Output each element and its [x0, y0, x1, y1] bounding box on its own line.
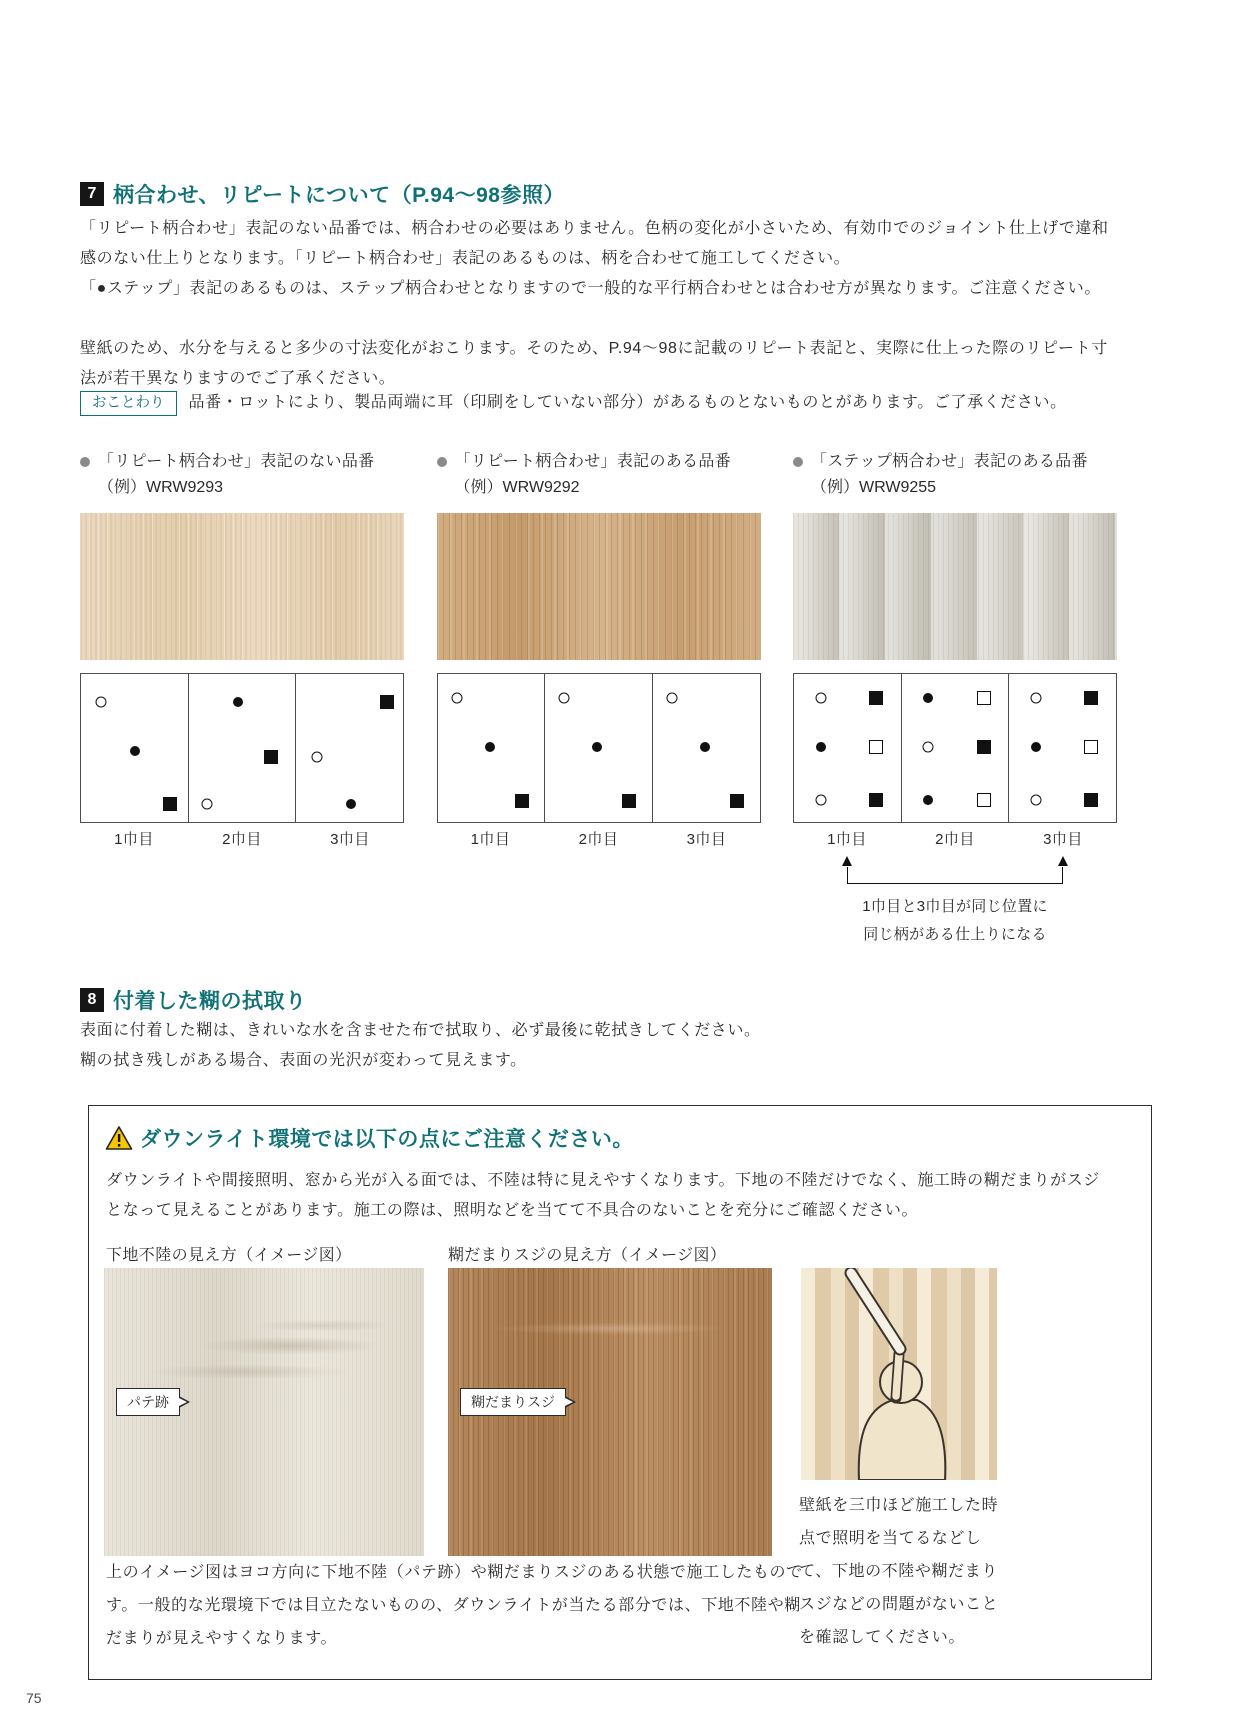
width-label: 1巾目 — [470, 831, 511, 848]
width-panel — [1009, 674, 1116, 822]
column-heading-row — [793, 448, 1117, 476]
image-substrate-unevenness — [104, 1268, 424, 1556]
caption-substrate: 下地不陸の見え方（イメージ図） — [106, 1247, 352, 1264]
width-label: 1巾目 — [827, 831, 867, 848]
open-circle-marker — [815, 692, 826, 703]
column-heading: 「リピート柄合わせ」表記のない品番 — [98, 453, 375, 470]
bullet-icon — [793, 457, 803, 467]
filled-circle-marker — [592, 742, 602, 752]
open-circle-marker — [1031, 794, 1042, 805]
step-note-line2: 同じ柄がある仕上りになる — [863, 926, 1047, 943]
width-panel — [438, 674, 546, 822]
filled-square-marker — [380, 695, 394, 709]
open-circle-marker — [96, 697, 107, 708]
filled-circle-marker — [233, 697, 243, 707]
up-arrow-icon — [842, 856, 852, 866]
width-panel — [902, 674, 1010, 822]
caption-glue-streak: 糊だまりスジの見え方（イメージ図） — [448, 1247, 727, 1264]
wallpaper-sample-WRW9255 — [793, 513, 1117, 660]
step-note — [793, 893, 1117, 949]
filled-square-marker — [977, 740, 991, 754]
notice-label: おことわり — [80, 391, 177, 416]
warning-title: ダウンライト環境では以下の点にご注意ください。 — [140, 1128, 634, 1151]
filled-square-marker — [869, 793, 883, 807]
filled-circle-marker — [1031, 742, 1041, 752]
callout-glue-streak: 糊だまりスジ — [460, 1388, 566, 1416]
warning-body: ダウンライトや間接照明、窓から光が入る面では、不陸は特に見えやすくなります。下地の不陸だけでなく、施工時の糊だまりがスジとなって見えることがあります。施工の際は、照明などを当てて不具合のないことを充分にご確認ください。 — [106, 1172, 1100, 1219]
filled-circle-marker — [923, 693, 933, 703]
width-label: 2巾目 — [222, 831, 262, 848]
width-diagram-no-repeat — [80, 673, 404, 823]
width-panel — [296, 674, 403, 822]
filled-circle-marker — [130, 746, 140, 756]
width-label: 1巾目 — [114, 831, 154, 848]
illustration-note: 壁紙を三巾ほど施工した時点で照明を当てるなどして、下地の不陸や糊だまりスジなどの問題がないことを確認してください。 — [799, 1497, 999, 1646]
open-square-marker — [869, 740, 883, 754]
open-circle-marker — [923, 741, 934, 752]
column-example-code: （例）WRW9255 — [811, 479, 937, 496]
width-panel — [794, 674, 902, 822]
open-circle-marker — [311, 751, 322, 762]
filled-square-marker — [264, 750, 278, 764]
column-step — [793, 448, 1117, 949]
image-glue-streak — [448, 1268, 772, 1556]
bracket-bar — [847, 883, 1063, 885]
section8-line2: 糊の拭き残しがある場合、表面の光沢が変わって見えます。 — [80, 1052, 527, 1069]
width-labels — [437, 828, 761, 849]
illustration-worker-with-light — [801, 1268, 997, 1480]
width-label: 2巾目 — [578, 831, 619, 848]
notice-text: 品番・ロットにより、製品両端に耳（印刷をしていない部分）があるものとないものとがあります。ご了承ください。 — [188, 394, 1067, 411]
width-panel — [653, 674, 760, 822]
warning-header — [105, 1123, 634, 1153]
open-circle-marker — [667, 692, 678, 703]
width-panel — [189, 674, 297, 822]
bullet-icon — [80, 457, 90, 467]
filled-square-marker — [730, 794, 744, 808]
width-diagram-step — [793, 673, 1117, 823]
section7-para3: 壁紙のため、水分を与えると多少の寸法変化がおこります。そのため、P.94〜98に記載のリピート表記と、実際に仕上った際のリピート寸法が若干異なりますのでご了承ください。 — [80, 340, 1108, 387]
wallpaper-sample-WRW9292 — [437, 513, 761, 660]
open-circle-marker — [559, 692, 570, 703]
column-no-repeat — [80, 448, 404, 949]
column-heading-row — [437, 448, 761, 476]
section7-para1: 「リピート柄合わせ」表記のない品番では、柄合わせの必要はありません。色柄の変化が小さいため、有効巾でのジョイント仕上げで違和感のない仕上りとなります。「リピート柄合わせ」表記のあるものは、柄を合わせて施工してください。 — [80, 220, 1109, 267]
width-label: 3巾目 — [1043, 831, 1083, 848]
worker-holding-lamp-icon — [801, 1268, 997, 1480]
filled-circle-marker — [700, 742, 710, 752]
filled-square-marker — [163, 797, 177, 811]
downlight-warning-box — [88, 1105, 1152, 1680]
open-square-marker — [1084, 740, 1098, 754]
filled-square-marker — [1084, 691, 1098, 705]
pattern-example-columns — [80, 448, 1117, 949]
bullet-icon — [437, 457, 447, 467]
filled-circle-marker — [816, 742, 826, 752]
section8-header — [80, 985, 307, 1015]
open-circle-marker — [201, 799, 212, 810]
filled-square-marker — [622, 794, 636, 808]
width-label: 3巾目 — [686, 831, 727, 848]
section7-title: 柄合わせ、リピートについて（P.94〜98参照） — [113, 184, 565, 207]
bracket-stem-left — [847, 867, 849, 884]
section8-number-badge: 8 — [80, 988, 104, 1012]
column-heading-row — [80, 448, 404, 476]
page-number: 75 — [26, 1690, 42, 1706]
section7-paragraph-block1 — [80, 214, 1115, 304]
section8-line1: 表面に付着した糊は、きれいな水を含ませた布で拭取り、必ず最後に乾拭きしてください。 — [80, 1022, 761, 1039]
section7-header — [80, 179, 565, 209]
column-repeat — [437, 448, 761, 949]
filled-square-marker — [869, 691, 883, 705]
open-square-marker — [977, 793, 991, 807]
column-heading: 「リピート柄合わせ」表記のある品番 — [454, 453, 731, 470]
width-label: 2巾目 — [935, 831, 975, 848]
filled-circle-marker — [346, 799, 356, 809]
section8-title: 付着した糊の拭取り — [113, 990, 307, 1013]
width-label: 3巾目 — [330, 831, 370, 848]
step-bracket — [847, 856, 1063, 884]
open-circle-marker — [815, 794, 826, 805]
step-note-line1: 1巾目と3巾目が同じ位置に — [862, 898, 1048, 915]
width-panel — [545, 674, 653, 822]
up-arrow-icon — [1058, 856, 1068, 866]
width-diagram-repeat — [437, 673, 761, 823]
callout-putty-mark: パテ跡 — [116, 1388, 180, 1416]
section8-body — [80, 1016, 1115, 1076]
open-circle-marker — [1031, 692, 1042, 703]
column-heading: 「ステップ柄合わせ」表記のある品番 — [811, 453, 1088, 470]
width-labels — [80, 828, 404, 849]
bracket-stem-right — [1062, 867, 1064, 884]
filled-circle-marker — [923, 795, 933, 805]
images-bottom-note: 上のイメージ図はヨコ方向に下地不陸（パテ跡）や糊だまりスジのある状態で施工したものです。一般的な光環境下では目立たないものの、ダウンライトが当たる部分では、下地不陸や糊だまりが見えやすくなります。 — [106, 1564, 803, 1647]
filled-square-marker — [1084, 793, 1098, 807]
warning-triangle-icon — [105, 1125, 133, 1151]
filled-circle-marker — [485, 742, 495, 752]
open-circle-marker — [451, 692, 462, 703]
wallpaper-sample-WRW9293 — [80, 513, 404, 660]
section7-number-badge: 7 — [80, 182, 104, 206]
column-example-code: （例）WRW9292 — [454, 479, 580, 496]
section7-para2: 「●ステップ」表記のあるものは、ステップ柄合わせとなりますので一般的な平行柄合わせとは合わせ方が異なります。ご注意ください。 — [80, 280, 1101, 297]
width-labels — [793, 828, 1117, 849]
notice-row — [80, 388, 1115, 418]
column-example-code: （例）WRW9293 — [98, 479, 224, 496]
width-panel — [81, 674, 189, 822]
filled-square-marker — [515, 794, 529, 808]
open-square-marker — [977, 691, 991, 705]
